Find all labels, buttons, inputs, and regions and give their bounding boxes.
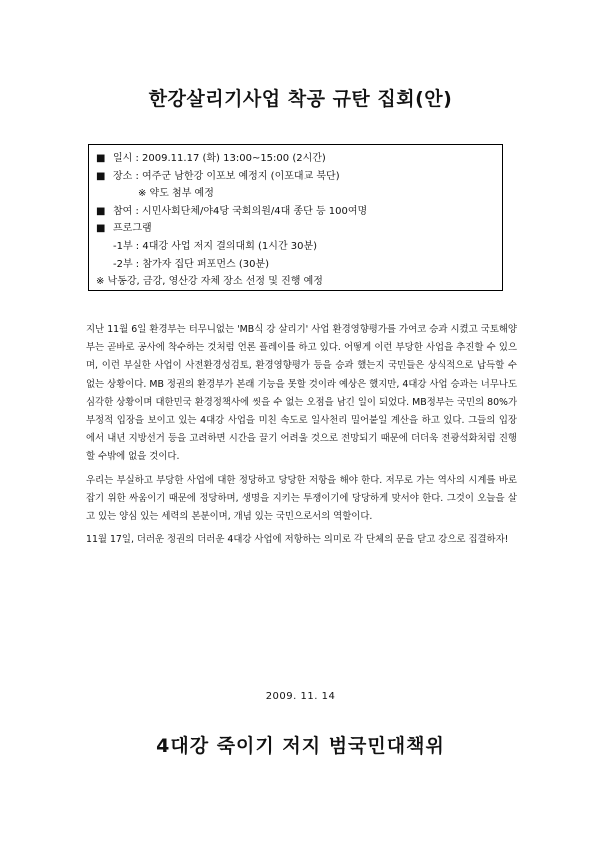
- info-program-part2: -2부 : 참가자 집단 퍼포먼스 (30분): [113, 258, 270, 270]
- info-footnote: ※ 낙동강, 금강, 영산강 자체 장소 선정 및 진행 예정: [96, 276, 323, 288]
- info-date-row: [96, 150, 502, 168]
- body-paragraph-3: 11월 17일, 더러운 정권의 더러운 4대강 사업에 저항하는 의미로 각 단체의 문을 닫고 강으로 집결하자!: [86, 534, 509, 546]
- statement-body: [86, 321, 517, 549]
- bullet-icon: ■: [96, 153, 106, 164]
- bullet-icon: ■: [96, 223, 106, 235]
- document-date: 2009. 11. 14: [265, 691, 336, 702]
- info-date: 일시 : 2009.11.17 (화) 13:00~15:00 (2시간): [113, 153, 326, 164]
- bullet-icon: ■: [96, 205, 106, 217]
- info-program-row: [96, 220, 502, 238]
- body-paragraph-1: 지난 11월 6일 환경부는 터무니없는 'MB식 강 살리기' 사업 환경영향평가를 가여코 승과 시켰고 국토해양부는 곧바로 공사에 착수하는 것처럼 언론 플레이를 하고 있다. 어떻게 이런 부당한 사업을 추진할 수 있으며, 이런 부실한 사업이 사전환경성검토, 환경영향평가 등을 승과 했는지 국민들은 상식적으로 납득할 수 없는 상황이다. MB 정권의 환경부가 본래 기능을 못할 것이라 예상은 했지만, 4대강 사업 승과는 너무나도 심각한 상황이며 대한민국 환경정책사에 씻을 수 없는 오점을 남긴 일이 되었다. MB정부는 국민의 80%가 부정적 입장을 보이고 있는 4대강 사업을 미친 속도로 일사천리 밀어붙일 계산을 하고 있다. 그들의 입장에서 내년 지방선거 등을 고려하면 시간을 끌기 어려울 것으로 전망되기 때문에 더더욱 전광석화처럼 진행할 수밖에 없을 것이다.: [86, 324, 517, 463]
- bullet-icon: ■: [96, 170, 106, 182]
- info-program: 프로그램: [113, 223, 152, 235]
- event-info-box: [88, 144, 503, 291]
- info-place-row: [96, 168, 502, 186]
- info-program-part1: -1부 : 4대강 사업 저지 결의대회 (1시간 30분): [113, 240, 318, 252]
- organization-name: 4대강 죽이기 저지 범국민대책위: [156, 735, 445, 757]
- info-place: 장소 : 여주군 남한강 이포보 예정지 (이포대교 북단): [113, 170, 340, 182]
- info-participants: 참여 : 시민사회단체/야4당 국회의원/4대 종단 등 100여명: [113, 205, 368, 217]
- page-title: 한강살리기사업 착공 규탄 집회(안): [148, 88, 453, 110]
- info-place-note: ※ 약도 첨부 예정: [138, 188, 214, 200]
- body-paragraph-2: 우리는 부실하고 부당한 사업에 대한 정당하고 당당한 저항을 해야 한다. 저무로 가는 역사의 시계를 바로 잡기 위한 싸움이기 때문에 정당하며, 생명을 지키는 투쟁이기에 당당하게 맞서야 한다. 그것이 오늘을 살고 있는 양심 있는 세력의 본분이며, 개념 있는 국민으로서의 역할이다.: [86, 474, 517, 523]
- info-participants-row: [96, 203, 502, 221]
